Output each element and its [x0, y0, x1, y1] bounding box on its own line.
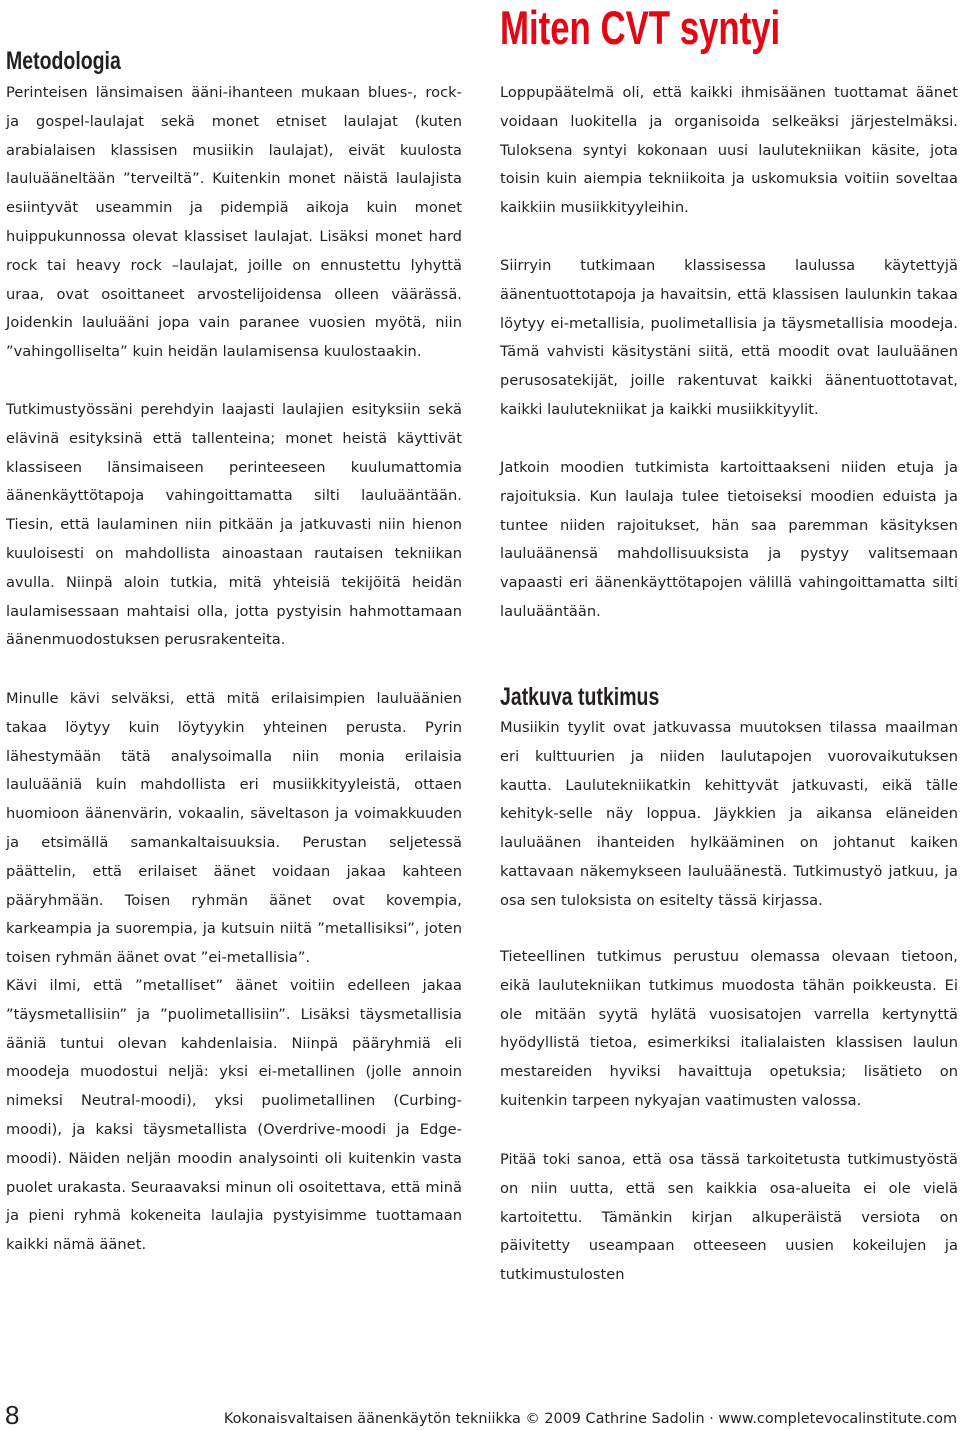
paragraph: Tieteellinen tutkimus perustuu olemassa olevaan tietoon, eikä laulutekniikan tutkimus muodosta tähän poikkeusta. Ei ole mitään syytä hylätä vuosisatojen varrella kertynyttä hyödyllistä tietoa, esimerkiksi italialaisten klassisen laulun mestareiden hyviksi havaittuja opetuksia; lisätieto on kuitenkin tarpeen nykyajan vaatimusten valossa. [500, 948, 958, 1109]
paragraph: Perinteisen länsimaisen ääni-ihanteen mukaan blues-, rock- ja gospel-laulajat sekä monet etniset laulajat (kuten arabialaisen klassisen musiikin laulajat), eivät kuulosta lauluääneltään ”terveiltä”. Kuitenkin monet näistä laulajista esiintyvät useammin ja pidempiä aikoja kuin monet huippukunnossa olevat klassiset laulajat. Lisäksi monet hard rock tai heavy rock –laulajat, joille on ennustettu lyhyttä uraa, ovat osoittaneet arvostelijoidensa olleen väärässä. Joidenkin lauluääni jopa vain paranee vuosien myötä, niin ”vahingolliselta” kuin heidän laulamisensa kuulostaakin. [6, 84, 462, 361]
paragraph: Musiikin tyylit ovat jatkuvassa muutoksen tilassa maailman eri kulttuurien ja niiden laulutapojen vuorovaikutuksen kautta. Laulutekniikatkin kehittyvät jatkuvasti, eikä tälle kehityk-selle näy loppua. Jäykkien ja aikansa eläneiden lauluäänen ihanteiden hylkääminen on johtanut kaiken kattavaan näkemykseen lauluäänestä. Tutkimustyö jatkuu, ja osa sen tuloksista on esitelty tässä kirjassa. [500, 719, 958, 909]
paragraph: Tutkimustyössäni perehdyin laajasti laulajien esityksiin sekä elävinä esityksinä että tallenteina; monet heistä käyttivät klassiseen länsimaiseen perinteeseen kuulumattomia äänenkäyttötapoja vahingoittamatta silti lauluääntään. Tiesin, että laulaminen niin pitkään ja jatkuvasti niin hienon kuuloisesti on mahdollista ainoastaan rautaisen tekniikan avulla. Niinpä aloin tutkia, mitä yhteisiä tekijöitä heidän laulamisessaan mahtaisi olla, jotta pystyisin hahmottamaan äänenmuodostuksen perusrakenteita. [6, 401, 462, 649]
paragraph: Siirryin tutkimaan klassisessa laulussa käytettyjä äänentuottotapoja ja havaitsin, että klassisen laulunkin takaa löytyy ei-metallisia, puolimetallisia ja täysmetallisia moodeja. Tämä vahvisti käsitystäni siitä, että moodit ovat lauluäänen perusosatekijät, joille rakentuvat kaikki äänentuottotavat, kaikki laulutekniikat ja kaikki musiikkityylit. [500, 257, 958, 418]
paragraph: Minulle kävi selväksi, että mitä erilaisimpien lauluäänien takaa löytyy kuin löytyykin yhteinen perusta. Pyrin lähestymään tätä analysoimalla niin monia erilaisia lauluääniä kuin mahdollista eri musiikkityyleistä, ottaen huomioon äänenvärin, vokaalin, säveltason ja voimakkuuden ja etsimällä samankaltaisuuksia. Perustan seljetessä päättelin, että erilaiset äänet voidaan jakaa kahteen pääryhmään. Toisen ryhmän äänet ovat kovempia, karkeampia ja suorempia, ja kutsuin niitä ”metallisiksi”, joten toisen ryhmän äänet ovat ”ei-metallisia”. [6, 690, 462, 967]
footer-text: Kokonaisvaltaisen äänenkäytön tekniikka © 2009 Cathrine Sadolin · www.completevocalinstitute.com [223, 1411, 957, 1427]
page-number: 8 [5, 1400, 20, 1430]
paragraph: Pitää toki sanoa, että osa tässä tarkoitetusta tutkimustyöstä on niin uutta, että sen kaikkia osa-alueita ei ole vielä kartoitettu. Tämänkin kirjan alkuperäistä versiota on päivitetty useampaan otteeseen uusien kokeilujen ja tutkimustulosten [500, 1151, 958, 1284]
page-title: Miten CVT syntyi [500, 1, 781, 54]
paragraph: Kävi ilmi, että ”metalliset” äänet voitiin edelleen jakaa ”täysmetallisiin” ja ”puolimetallisiin”. Lisäksi täysmetallisia ääniä tuntui olevan kahdenlaisia. Niinpä pääryhmiä eli moodeja muodostui neljä: yksi ei-metallinen (jolle annoin nimeksi Neutral-moodi), yksi puolimetallinen (Curbing-moodi), ja kaksi täysmetallista (Overdrive-moodi ja Edge-moodi). Näiden neljän moodin analysointi oli kuitenkin vasta puolet urakasta. Seuraavaksi minun oli osoitettava, että minä ja pieni ryhmä kokeneita laulajia pystyisimme tuottamaan kaikki nämä äänet. [6, 977, 462, 1254]
paragraph: Loppupäätelmä oli, että kaikki ihmisäänen tuottamat äänet voidaan luokitella ja organisoida selkeäksi järjestelmäksi. Tuloksena syntyi kokonaan uusi laulutekniikan käsite, jota toisin kuin aiempia tekniikoita ja uskomuksia voitiin soveltaa kaikkiin musiikkityyleihin. [500, 84, 958, 217]
section-heading-metodologia: Metodologia [6, 47, 121, 75]
paragraph: Jatkoin moodien tutkimista kartoittaakseni niiden etuja ja rajoituksia. Kun laulaja tulee tietoiseksi moodien eduista ja tuntee niiden rajoitukset, hän saa paremman käsityksen lauluäänensä mahdollisuuksista ja pystyy valitsemaan vapaasti eri äänenkäyttötapojen välillä vahingoittamatta silti lauluääntään. [500, 459, 958, 620]
section-heading-jatkuva-tutkimus: Jatkuva tutkimus [500, 683, 660, 711]
